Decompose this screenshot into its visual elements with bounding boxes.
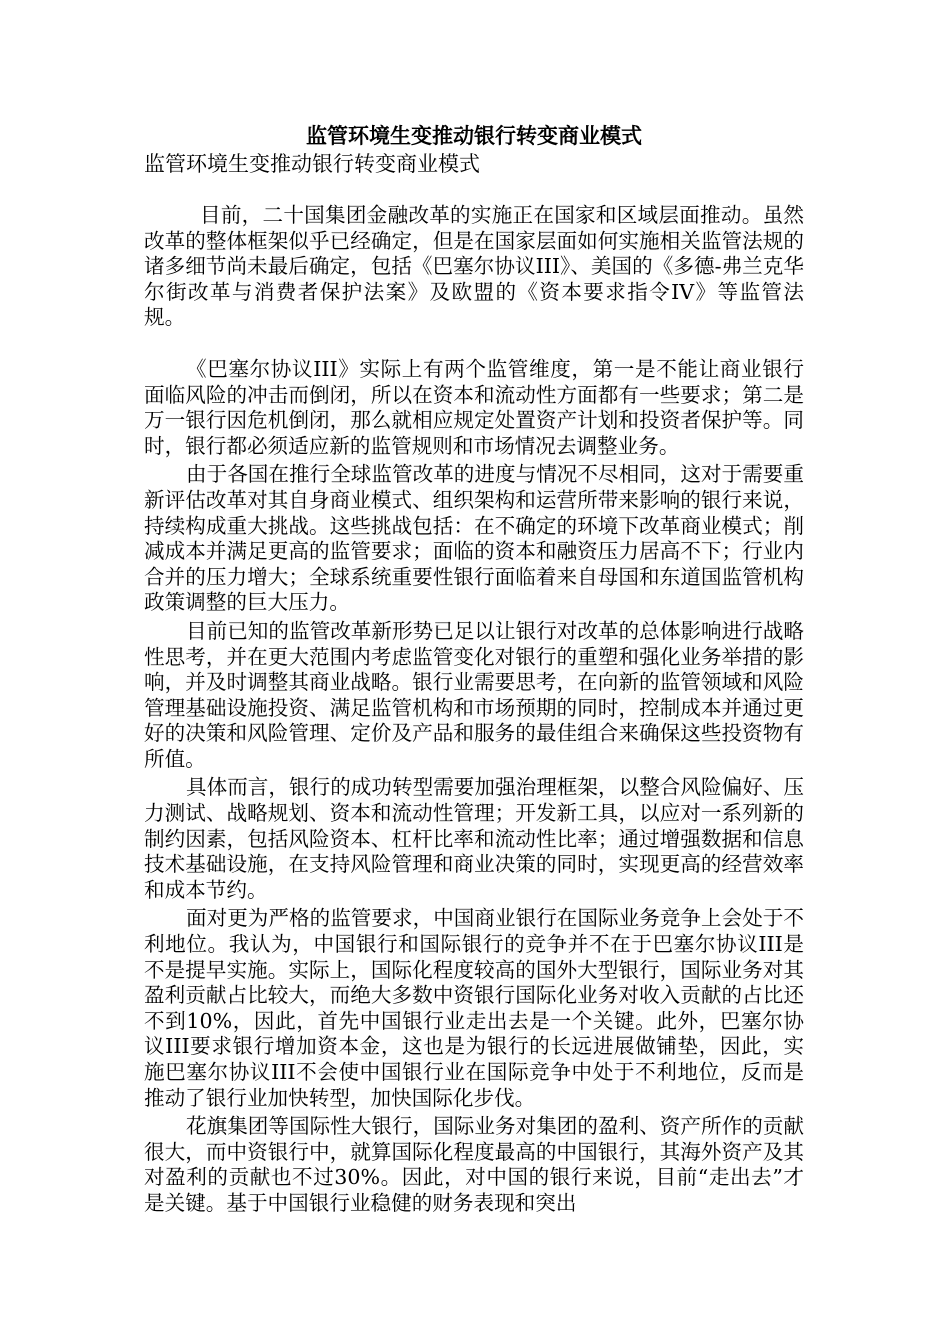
blank-line [144, 331, 804, 357]
paragraph-go-global: 花旗集团等国际性大银行，国际业务对集团的盈利、资产所作的贡献很大，而中资银行中，就算国际化程度最高的中国银行，其海外资产及其对盈利的贡献也不过30%。因此，对中国的银行来说，目前“走出去”才是关键。基于中国银行业稳健的财务表现和突出 [144, 1114, 804, 1215]
paragraph-intro: 目前，二十国集团金融改革的实施正在国家和区域层面推动。虽然改革的整体框架似乎已经确定，但是在国家层面如何实施相关监管法规的诸多细节尚未最后确定，包括《巴塞尔协议III》、美国的《多德-弗兰克华尔街改革与消费者保护法案》及欧盟的《资本要求指令IV》等监管法规。 [144, 203, 804, 330]
document-title: 监管环境生变推动银行转变商业模式 [306, 123, 642, 148]
paragraph-china-competition: 面对更为严格的监管要求，中国商业银行在国际业务竞争上会处于不利地位。我认为，中国银行和国际银行的竞争并不在于巴塞尔协议III是不是提早实施。实际上，国际化程度较高的国外大型银行，国际业务对其盈利贡献占比较大，而绝大多数中资银行国际化业务对收入贡献的占比还不到10%，因此，首先中国银行业走出去是一个关键。此外，巴塞尔协议III要求银行增加资本金，这也是为银行的长远进展做铺垫，因此，实施巴塞尔协议III不会使中国银行业在国际竞争中处于不利地位，反而是推动了银行业加快转型，加快国际化步伐。 [144, 906, 804, 1110]
paragraph-basel-dimensions: 《巴塞尔协议III》实际上有两个监管维度，第一是不能让商业银行面临风险的冲击而倒闭，所以在资本和流动性方面都有一些要求；第二是万一银行因危机倒闭，那么就相应规定处置资产计划和投资者保护等。同时，银行都必须适应新的监管规则和市场情况去调整业务。 [144, 356, 804, 458]
paragraph-transformation: 具体而言，银行的成功转型需要加强治理框架，以整合风险偏好、压力测试、战略规划、资本和流动性管理；开发新工具，以应对一系列新的制约因素，包括风险资本、杠杆比率和流动性比率；通过增强数据和信息技术基础设施，在支持风险管理和商业决策的同时，实现更高的经营效率和成本节约。 [144, 775, 804, 902]
paragraph-strategy: 目前已知的监管改革新形势已足以让银行对改革的总体影响进行战略性思考，并在更大范围内考虑监管变化对银行的重塑和强化业务举措的影响，并及时调整其商业战略。银行业需要思考，在向新的监管领域和风险管理基础设施投资、满足监管机构和市场预期的同时，控制成本并通过更好的决策和风险管理、定价及产品和服务的最佳组合来确保这些投资物有所值。 [144, 618, 804, 771]
document-subtitle: 监管环境生变推动银行转变商业模式 [144, 152, 480, 176]
paragraph-challenges: 由于各国在推行全球监管改革的进度与情况不尽相同，这对于需要重新评估改革对其自身商业模式、组织架构和运营所带来影响的银行来说，持续构成重大挑战。这些挑战包括：在不确定的环境下改革商业模式；削减成本并满足更高的监管要求；面临的资本和融资压力居高不下；行业内合并的压力增大；全球系统重要性银行面临着来自母国和东道国监管机构政策调整的巨大压力。 [144, 462, 804, 615]
blank-line [144, 177, 804, 203]
document-page [144, 0, 804, 1217]
